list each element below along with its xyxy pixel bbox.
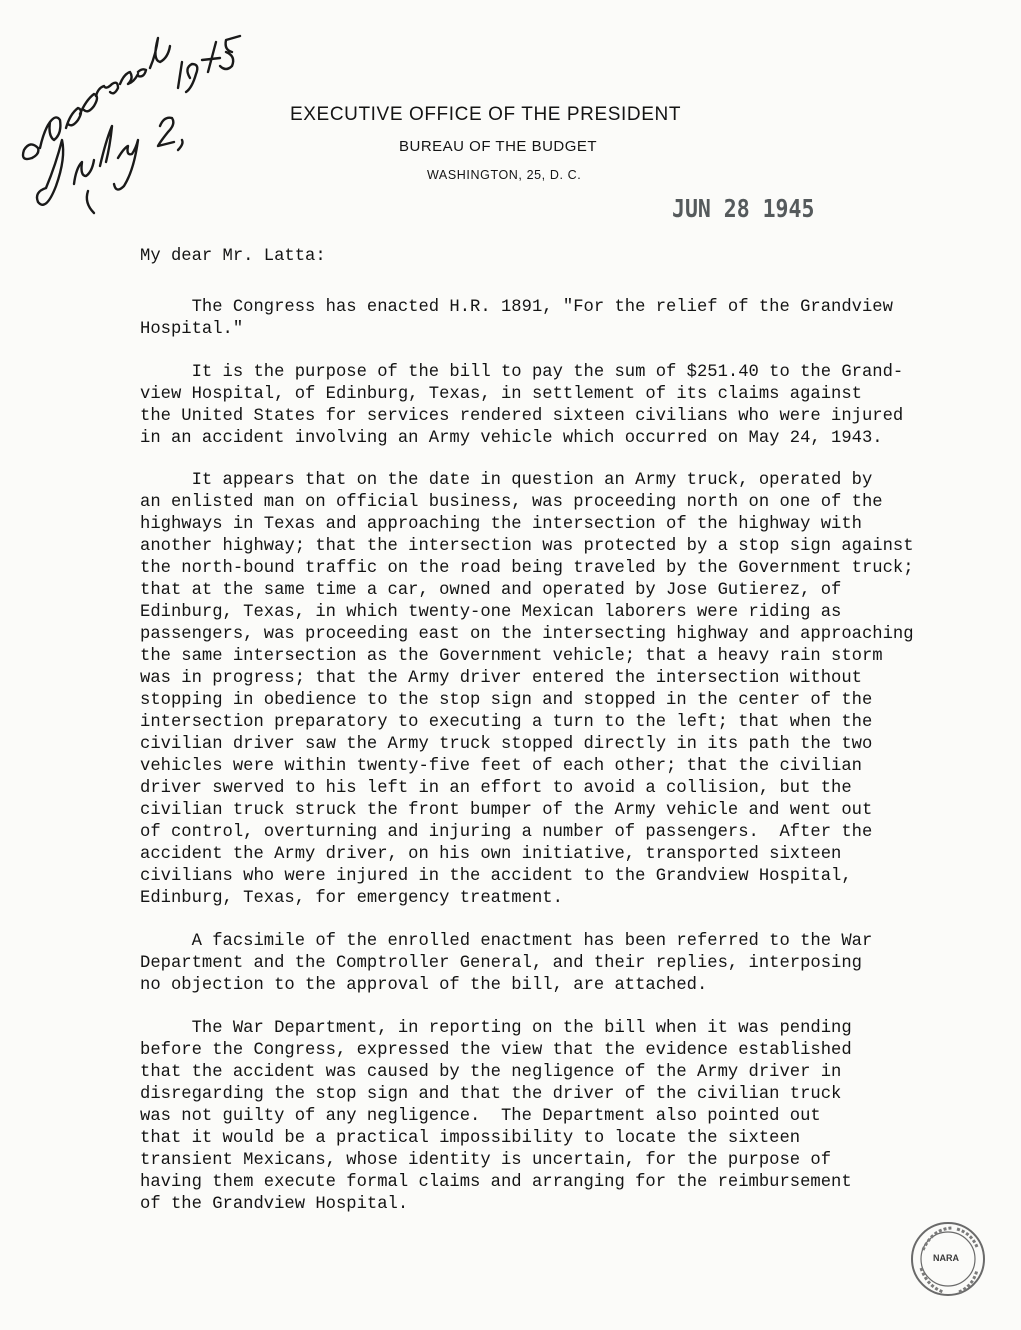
paragraph-line: vehicles were within twenty-five feet of each other; that the civilian (140, 757, 862, 776)
letterhead-bureau: BUREAU OF THE BUDGET (399, 138, 598, 155)
paragraph-line: view Hospital, of Edinburg, Texas, in settlement of its claims against (140, 385, 862, 404)
letterhead-office: EXECUTIVE OFFICE OF THE PRESIDENT (290, 104, 682, 125)
paragraph-line: Edinburg, Texas, in which twenty-one Mexican laborers were riding as (140, 603, 842, 622)
paragraph-line: before the Congress, expressed the view that the evidence established (140, 1041, 852, 1060)
salutation: My dear Mr. Latta: (140, 247, 326, 266)
seal-text: NARA (933, 1253, 959, 1263)
paragraph-line: civilians who were injured in the accident to the Grandview Hospital, (140, 867, 852, 886)
paragraph-line: the same intersection as the Government vehicle; that a heavy rain storm (140, 647, 883, 666)
letterhead-city: WASHINGTON, 25, D. C. (427, 168, 582, 182)
date-stamp: JUN 28 1945 (672, 194, 815, 223)
paragraph-line: Department and the Comptroller General, and their replies, interposing (140, 954, 862, 973)
paragraph-line: that the accident was caused by the negligence of the Army driver in (140, 1063, 842, 1082)
paragraph-line: intersection preparatory to executing a turn to the left; that when the (140, 713, 873, 732)
paragraph-line: passengers, was proceeding east on the intersecting highway and approaching (140, 625, 914, 644)
paragraph-line: another highway; that the intersection was protected by a stop sign against (140, 537, 914, 556)
paragraph-line: that at the same time a car, owned and operated by Jose Gutierez, of (140, 581, 842, 600)
paragraph-line: Edinburg, Texas, for emergency treatment. (140, 889, 563, 908)
paragraph-line: The War Department, in reporting on the bill when it was pending (140, 1019, 852, 1038)
paragraph-line: accident the Army driver, on his own initiative, transported sixteen (140, 845, 842, 864)
paragraph-line: of control, overturning and injuring a number of passengers. After the (140, 823, 873, 842)
paragraph-line: transient Mexicans, whose identity is uncertain, for the purpose of (140, 1151, 832, 1170)
paragraph-line: no objection to the approval of the bill, are attached. (140, 976, 708, 995)
paragraph-line: A facsimile of the enrolled enactment has been referred to the War (140, 932, 873, 951)
handwritten-approval-note (10, 8, 280, 223)
archive-seal (909, 1220, 987, 1298)
paragraph-line: stopping in obedience to the stop sign and stopped in the center of the (140, 691, 873, 710)
paragraph-line: The Congress has enacted H.R. 1891, "For the relief of the Grandview (140, 298, 893, 317)
paragraph-line: highways in Texas and approaching the intersection of the highway with (140, 515, 862, 534)
handwriting-scribble-icon (10, 8, 280, 223)
paragraph-line: in an accident involving an Army vehicle which occurred on May 24, 1943. (140, 429, 883, 448)
paragraph-line: of the Grandview Hospital. (140, 1195, 409, 1214)
paragraph-line: driver swerved to his left in an effort to avoid a collision, but the (140, 779, 852, 798)
paragraph-line: civilian driver saw the Army truck stopped directly in its path the two (140, 735, 873, 754)
paragraph-line: It is the purpose of the bill to pay the sum of $251.40 to the Grand- (140, 363, 904, 382)
paragraph-line: disregarding the stop sign and that the driver of the civilian truck (140, 1085, 842, 1104)
paragraph-line: was in progress; that the Army driver entered the intersection without (140, 669, 862, 688)
paragraph-line: that it would be a practical impossibility to locate the sixteen (140, 1129, 801, 1148)
paragraph-line: the United States for services rendered sixteen civilians who were injured (140, 407, 904, 426)
paragraph-line: the north-bound traffic on the road being traveled by the Government truck; (140, 559, 914, 578)
paragraph-line: having them execute formal claims and arranging for the reimbursement (140, 1173, 852, 1192)
paragraph-line: Hospital." (140, 320, 244, 339)
paragraph-line: was not guilty of any negligence. The Department also pointed out (140, 1107, 821, 1126)
paragraph-line: civilian truck struck the front bumper of the Army vehicle and went out (140, 801, 873, 820)
paragraph-line: an enlisted man on official business, was proceeding north on one of the (140, 493, 883, 512)
paragraph-line: It appears that on the date in question an Army truck, operated by (140, 471, 873, 490)
